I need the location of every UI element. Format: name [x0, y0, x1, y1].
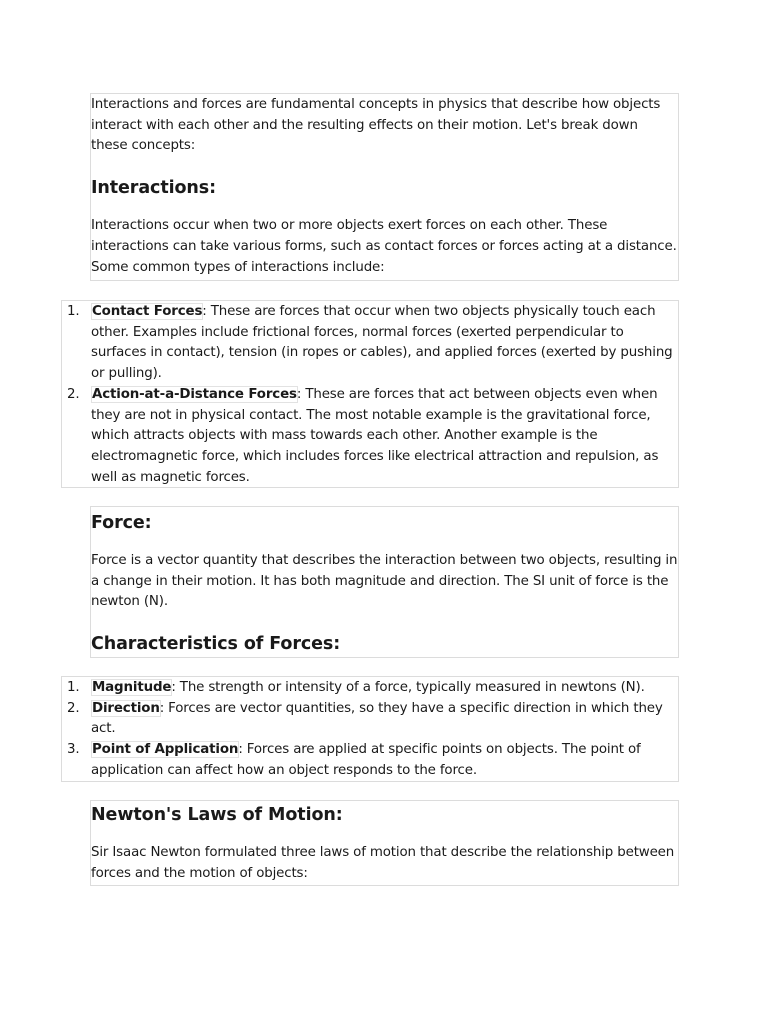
- force-section: [90, 506, 679, 658]
- list-item: [62, 699, 678, 740]
- newton-paragraph: Sir Isaac Newton formulated three laws of motion that describe the relationship between forces and the motion of objects:: [91, 845, 675, 881]
- newton-heading: Newton's Laws of Motion:: [91, 805, 343, 825]
- list-text: : Forces are applied at specific points on objects. The point of application can affect how an object responds to the force.: [91, 742, 641, 778]
- characteristics-section: [61, 676, 679, 782]
- interactions-paragraph: Interactions occur when two or more objects exert forces on each other. These interactions can take various forms, such as contact forces or forces acting at a distance. Some common types of interactions include:: [91, 218, 677, 275]
- list-item: [62, 740, 678, 781]
- list-number: 2.: [67, 700, 80, 716]
- list-term: Point of Application: [92, 742, 239, 758]
- list-item: [62, 678, 678, 699]
- list-number: 1.: [67, 680, 80, 695]
- characteristics-list: [62, 678, 678, 782]
- interaction-types-section: [61, 300, 679, 488]
- characteristics-heading: Characteristics of Forces:: [91, 634, 341, 655]
- intro-section: [90, 93, 679, 281]
- force-heading: Force:: [91, 513, 152, 533]
- list-text: : These are forces that occur when two objects physically touch each other. Examples include frictional forces, normal forces (exerted perpendicular to surfaces in contact), tension (in ropes or cables), and applied forces (exerted by pushing or pulling).: [91, 304, 673, 382]
- list-text: : Forces are vector quantities, so they have a specific direction in which they act.: [91, 700, 663, 737]
- list-term: Magnitude: [92, 680, 172, 695]
- list-number: 2.: [67, 386, 80, 402]
- list-item: [62, 385, 678, 489]
- list-term: Contact Forces: [92, 304, 203, 319]
- list-item: [62, 302, 678, 385]
- interaction-types-list: [62, 302, 678, 488]
- interactions-heading: Interactions:: [91, 178, 216, 199]
- list-number: 1.: [67, 304, 80, 319]
- list-text: : The strength or intensity of a force, typically measured in newtons (N).: [171, 680, 645, 695]
- force-paragraph: Force is a vector quantity that describes the interaction between two objects, resulting in a change in their motion. It has both magnitude and direction. The SI unit of force is the newton (N).: [91, 553, 678, 610]
- list-term: Action-at-a-Distance Forces: [92, 386, 297, 402]
- list-term: Direction: [92, 700, 160, 716]
- intro-paragraph: Interactions and forces are fundamental concepts in physics that describe how objects interact with each other and the resulting effects on their motion. Let's break down these concepts:: [91, 97, 661, 154]
- list-number: 3.: [67, 742, 80, 758]
- list-text: : These are forces that act between objects even when they are not in physical contact. The most notable example is the gravitational force, which attracts objects with mass towards each other. Another example is the electromagnetic force, which includes forces like electrical attraction and repulsion, as well as magnetic forces.: [91, 386, 659, 485]
- newton-section: [90, 800, 679, 886]
